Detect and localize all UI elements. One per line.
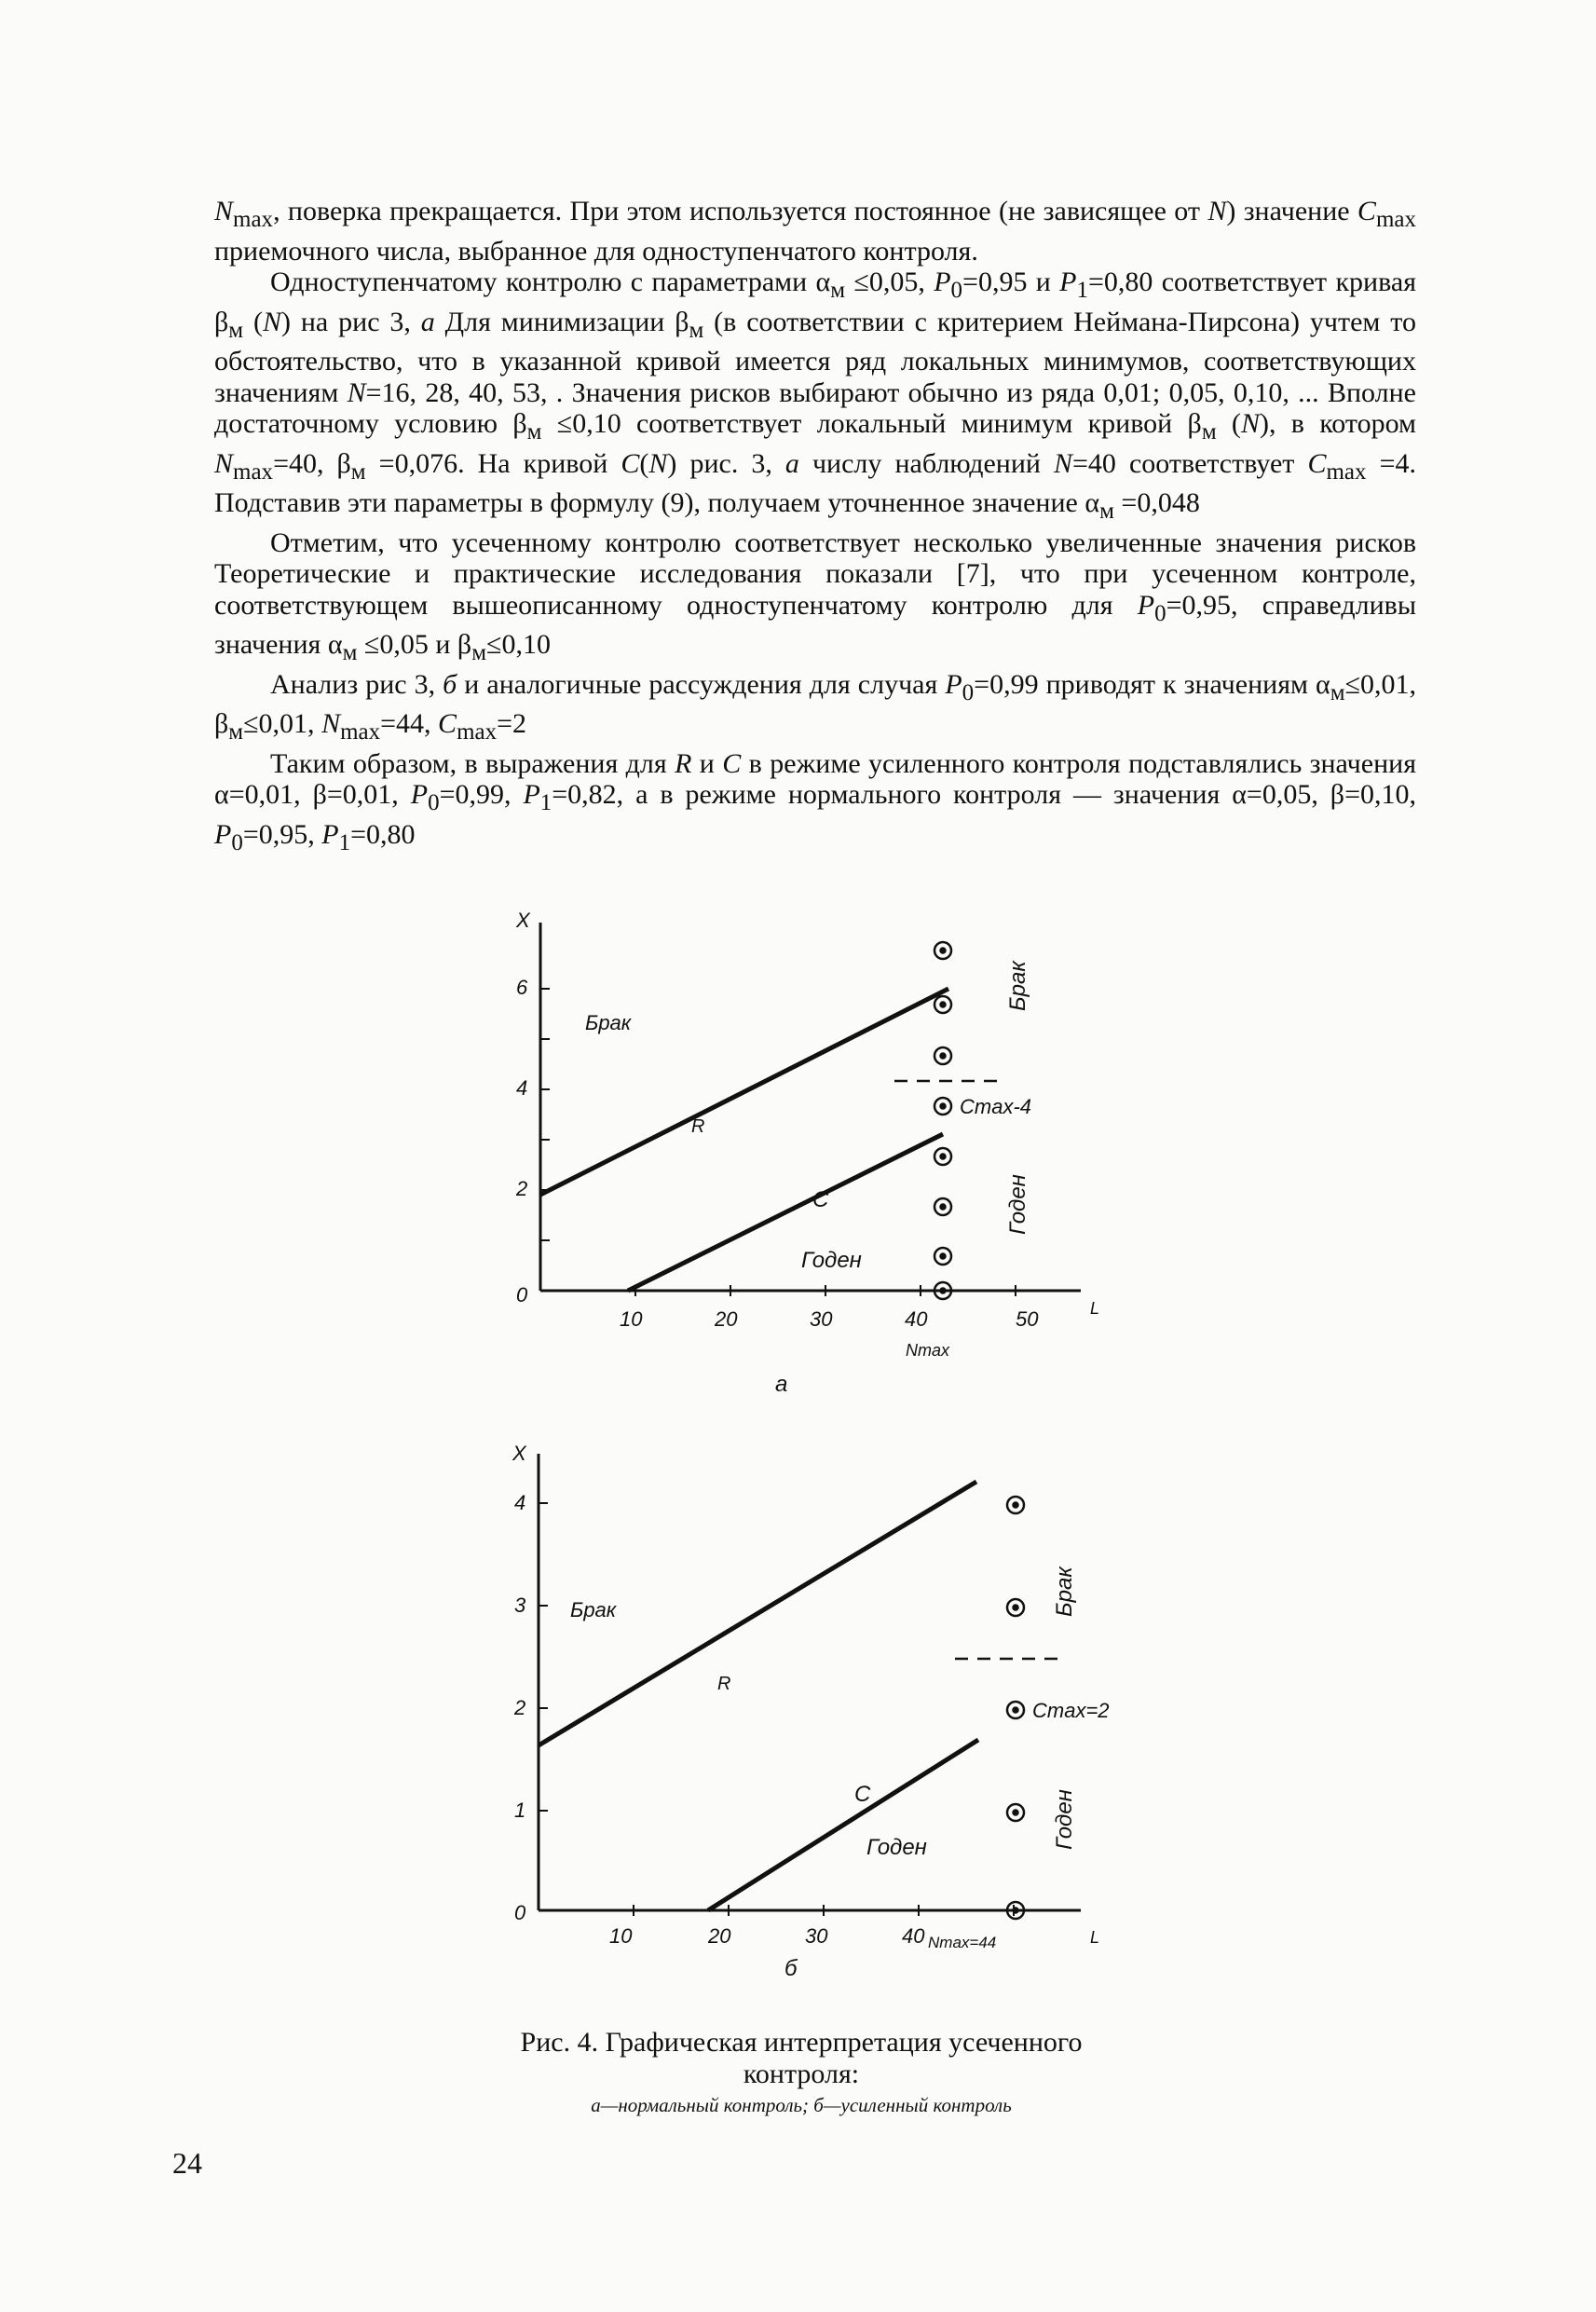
- nmax-label: Nmax=44: [928, 1934, 997, 1951]
- x-tick-40: 40: [902, 1924, 925, 1948]
- x-tick-30: 30: [810, 1307, 833, 1331]
- x-tick-10: 10: [609, 1924, 633, 1948]
- y-tick-1: 1: [514, 1799, 526, 1822]
- figure-sublabel: а: [775, 1372, 788, 1397]
- figure-b: [484, 1440, 1118, 1990]
- paragraph-2: Одноступенчатому контролю с параметрами $\alpha_м \le 0,05$, $P_0=0,95$ и $P_1=0,80$ соответствует кривая $\beta_м$ (N) на рис 3, а Для минимизации $\beta_м$ (в соответствии с критерием Неймана-Пирсона) учтем то обстоятельство, что в указанной кривой имеется ряд локальных минимумов, соответствующих значениям N=16, 28, 40, 53, . Значения рисков выбирают обычно из ряда 0,01; 0,05, 0,10, ... Вполне достаточному условию $\beta_м \le 0,10$ соответствует локальный минимум кривой $\beta_м$ (N), в котором $N_{max}=40$, $\beta_м =0,076$. На кривой C(N) рис. 3, а числу наблюдений N=40 соответствует $C_{max} =4$. Подставив эти параметры в формулу (9), получаем уточненное значение $\alpha_м =0,048$: [214, 267, 1417, 524]
- x-tick-40: 40: [905, 1307, 928, 1331]
- line-R-label: R: [691, 1116, 705, 1137]
- figure-b-svg: [484, 1440, 1118, 1990]
- y-axis-label: X: [512, 1442, 526, 1465]
- line-C: [628, 1134, 943, 1291]
- paragraph-4: Анализ рис 3, б и аналогичные рассуждения для случая $P_0=0,99$ приводят к значениям $\alpha_м\le 0,01$, $\beta_м\le 0,01$, $N_{max}=44$, $C_{max}=2$: [214, 668, 1417, 745]
- side-reject-label: Брак: [1005, 961, 1030, 1011]
- region-reject-label: Брак: [585, 1011, 632, 1034]
- paragraph-3: Отметим, что усеченному контролю соответствует несколько увеличенные значения рисков Теоретические и практические исследования показали [7], что при усеченном контроле, соответствующем вышеописанному одноступенчатому контролю для $P_0=0,95$, справедливы значения $\alpha_м \le 0,05$ и $\beta_м\le 0,10$: [214, 527, 1416, 665]
- x-axis-label: L: [1090, 1299, 1100, 1318]
- cmax-label: Cmax=2: [1032, 1699, 1110, 1722]
- y-tick-4: 4: [516, 1076, 528, 1100]
- x-tick-30: 30: [805, 1924, 828, 1948]
- figure-sublabel: б: [784, 1956, 798, 1981]
- region-accept-label: Годен: [866, 1835, 927, 1860]
- figure-caption-legend: а—нормальный контроль; б—усиленный контроль: [591, 2094, 1012, 2116]
- paragraph-5: Таким образом, в выражения для R и C в режиме усиленного контроля подставлялись значения α=0,01, β=0,01, $P_0=0,99$, $P_1=0,82$, а в режиме нормального контроля — значения α=0,05, β=0,10, $P_0=0,95$, $P_1=0,80$: [214, 747, 1416, 855]
- figure-caption-title: Рис. 4. Графическая интерпретация усеченного контроля:: [520, 2027, 1083, 2089]
- y-tick-3: 3: [514, 1594, 526, 1617]
- line-R-label: R: [717, 1674, 731, 1694]
- x-tick-20: 20: [708, 1924, 731, 1948]
- y-axis-label: X: [516, 909, 530, 932]
- side-accept-label: Годен: [1005, 1174, 1030, 1235]
- figure-a-svg: [484, 899, 1118, 1402]
- side-reject-label: Брак: [1052, 1566, 1077, 1617]
- x-tick-50: 50: [1016, 1307, 1039, 1331]
- line-C: [708, 1740, 978, 1910]
- paragraph-1: $N_{max}$, поверка прекращается. При этом используется постоянное (не зависящее от N) значение $C_{max}$ приемочного числа, выбранное для одноступенчатого контроля.: [214, 196, 1416, 267]
- decision-points: [1007, 1497, 1024, 1919]
- y-tick-2: 2: [516, 1177, 528, 1200]
- region-reject-label: Брак: [570, 1598, 617, 1621]
- x-axis-label: L: [1090, 1928, 1100, 1947]
- nmax-label: Nmax: [906, 1341, 950, 1360]
- y-tick-0: 0: [514, 1901, 526, 1924]
- x-tick-20: 20: [715, 1307, 738, 1331]
- body-text: [214, 196, 1416, 858]
- region-accept-label: Годен: [801, 1248, 862, 1273]
- y-tick-4: 4: [514, 1491, 526, 1514]
- y-tick-2: 2: [514, 1696, 526, 1719]
- side-accept-label: Годен: [1052, 1789, 1077, 1850]
- x-tick-10: 10: [620, 1307, 643, 1331]
- page-number: 24: [172, 2146, 202, 2180]
- cmax-label: Cmax-4: [960, 1095, 1032, 1118]
- figure-a: [484, 899, 1118, 1402]
- line-C-label: C: [812, 1187, 829, 1212]
- y-tick-6: 6: [516, 976, 528, 999]
- line-C-label: C: [854, 1782, 871, 1807]
- y-tick-0: 0: [516, 1283, 528, 1306]
